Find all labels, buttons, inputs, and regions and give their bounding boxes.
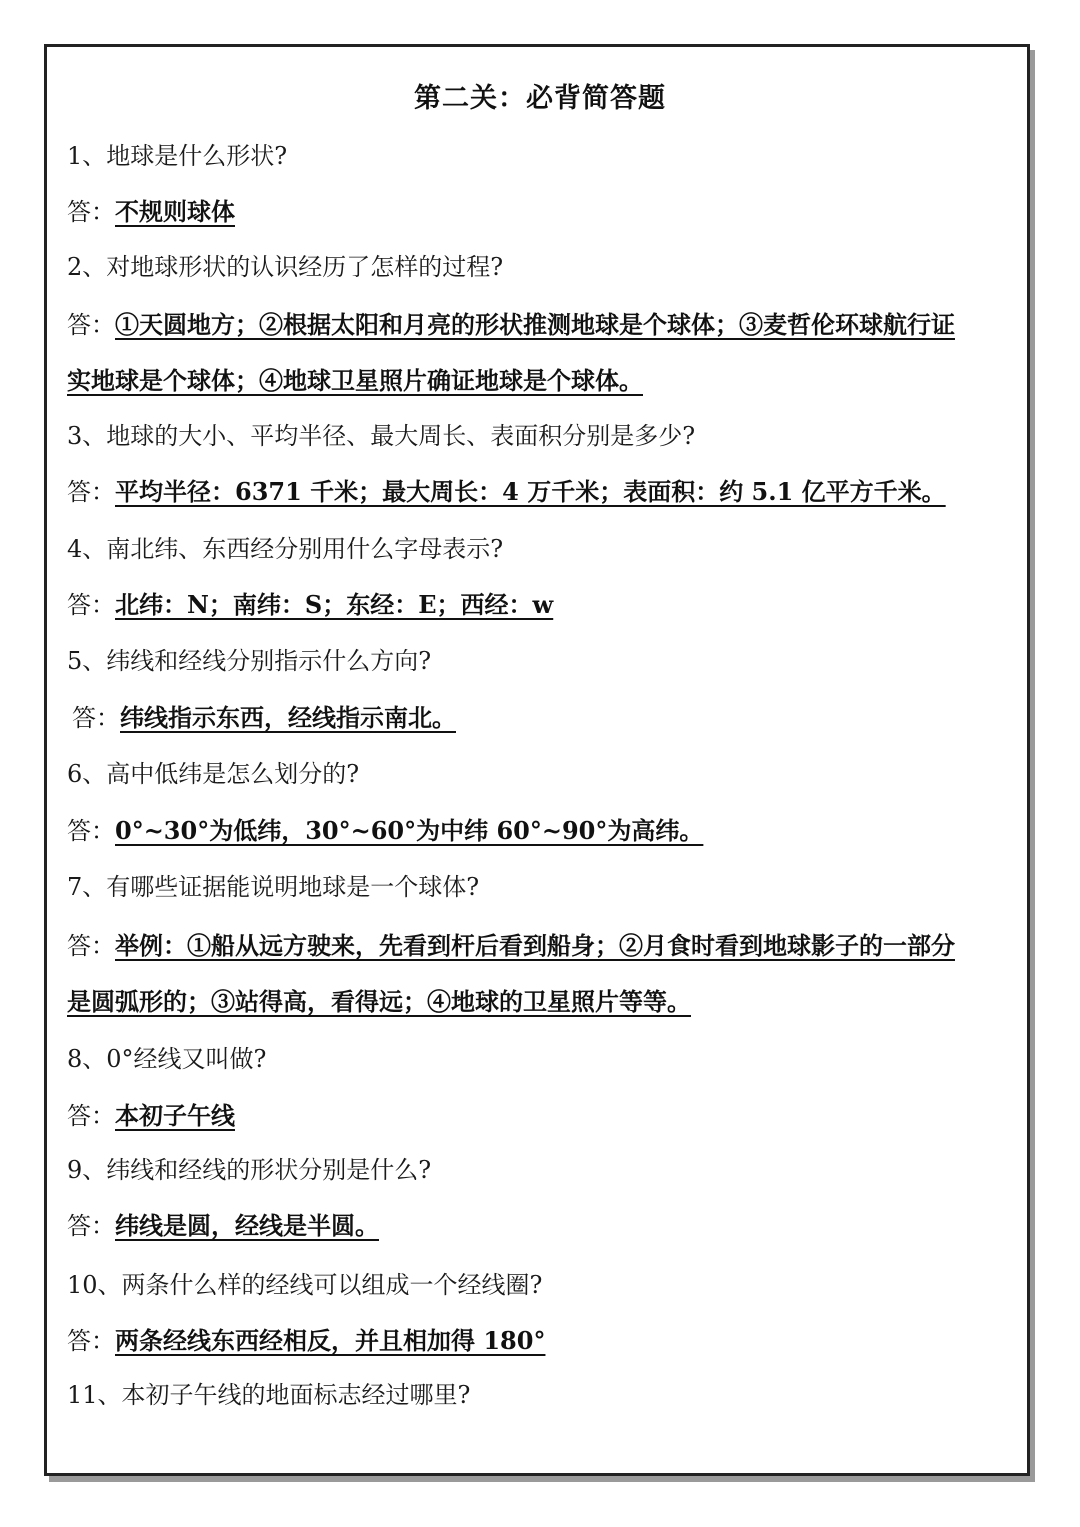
answer-prefix: 答： (67, 817, 115, 845)
question-3: 3、地球的大小、平均半径、最大周长、表面积分别是多少? (67, 422, 696, 450)
answer-prefix: 答： (67, 591, 115, 619)
answer-3 (67, 477, 946, 507)
answer-9 (67, 1211, 379, 1241)
answer-text: 实地球是个球体；④地球卫星照片确证地球是个球体。 (67, 366, 643, 395)
answer-text: 两条经线东西经相反，并且相加得 180° (115, 1326, 546, 1355)
answer-prefix: 答： (67, 311, 115, 339)
answer-prefix: 答： (67, 198, 115, 226)
answer-5 (72, 703, 456, 733)
answer-prefix: 答： (67, 1102, 115, 1130)
answer-7 (67, 931, 955, 961)
answer-prefix: 答： (67, 932, 115, 960)
question-5: 5、纬线和经线分别指示什么方向? (67, 647, 432, 675)
answer-text: 0°~30°为低纬，30°~60°为中纬 60°~90°为高纬。 (115, 816, 704, 845)
answer-2 (67, 310, 955, 340)
answer-prefix: 答： (67, 478, 115, 506)
answer-text: 平均半径：6371 千米；最大周长：4 万千米；表面积：约 5.1 亿平方千米。 (115, 477, 946, 506)
answer-prefix: 答： (67, 1327, 115, 1355)
answer-text: 纬线是圆，经线是半圆。 (115, 1211, 379, 1240)
question-1: 1、地球是什么形状? (67, 142, 288, 170)
answer-2-continued (67, 366, 643, 396)
answer-8 (67, 1101, 235, 1131)
answer-text: ①天圆地方；②根据太阳和月亮的形状推测地球是个球体；③麦哲伦环球航行证 (115, 310, 955, 339)
answer-text: 举例：①船从远方驶来，先看到杆后看到船身；②月食时看到地球影子的一部分 (115, 931, 955, 960)
question-4: 4、南北纬、东西经分别用什么字母表示? (67, 535, 504, 563)
question-8: 8、0°经线又叫做? (67, 1045, 267, 1073)
answer-text: 北纬：N；南纬：S；东经：E；西经：w (115, 590, 554, 619)
answer-text: 本初子午线 (115, 1101, 235, 1130)
answer-4 (67, 590, 553, 620)
question-9: 9、纬线和经线的形状分别是什么? (67, 1156, 432, 1184)
answer-text: 是圆弧形的；③站得高，看得远；④地球的卫星照片等等。 (67, 987, 691, 1016)
page-title: 第二关：必背简答题 (414, 83, 666, 114)
answer-6 (67, 816, 703, 846)
question-6: 6、高中低纬是怎么划分的? (67, 760, 360, 788)
answer-prefix: 答： (72, 704, 120, 732)
answer-text: 纬线指示东西，经线指示南北。 (120, 703, 456, 732)
question-2: 2、对地球形状的认识经历了怎样的过程? (67, 253, 504, 281)
answer-10 (67, 1326, 545, 1356)
answer-text: 不规则球体 (115, 197, 235, 226)
question-11: 11、本初子午线的地面标志经过哪里? (67, 1381, 471, 1409)
answer-prefix: 答： (67, 1212, 115, 1240)
question-7: 7、有哪些证据能说明地球是一个球体? (67, 873, 480, 901)
answer-1 (67, 197, 235, 227)
question-10: 10、两条什么样的经线可以组成一个经线圈? (67, 1271, 543, 1299)
answer-7-continued (67, 987, 691, 1017)
